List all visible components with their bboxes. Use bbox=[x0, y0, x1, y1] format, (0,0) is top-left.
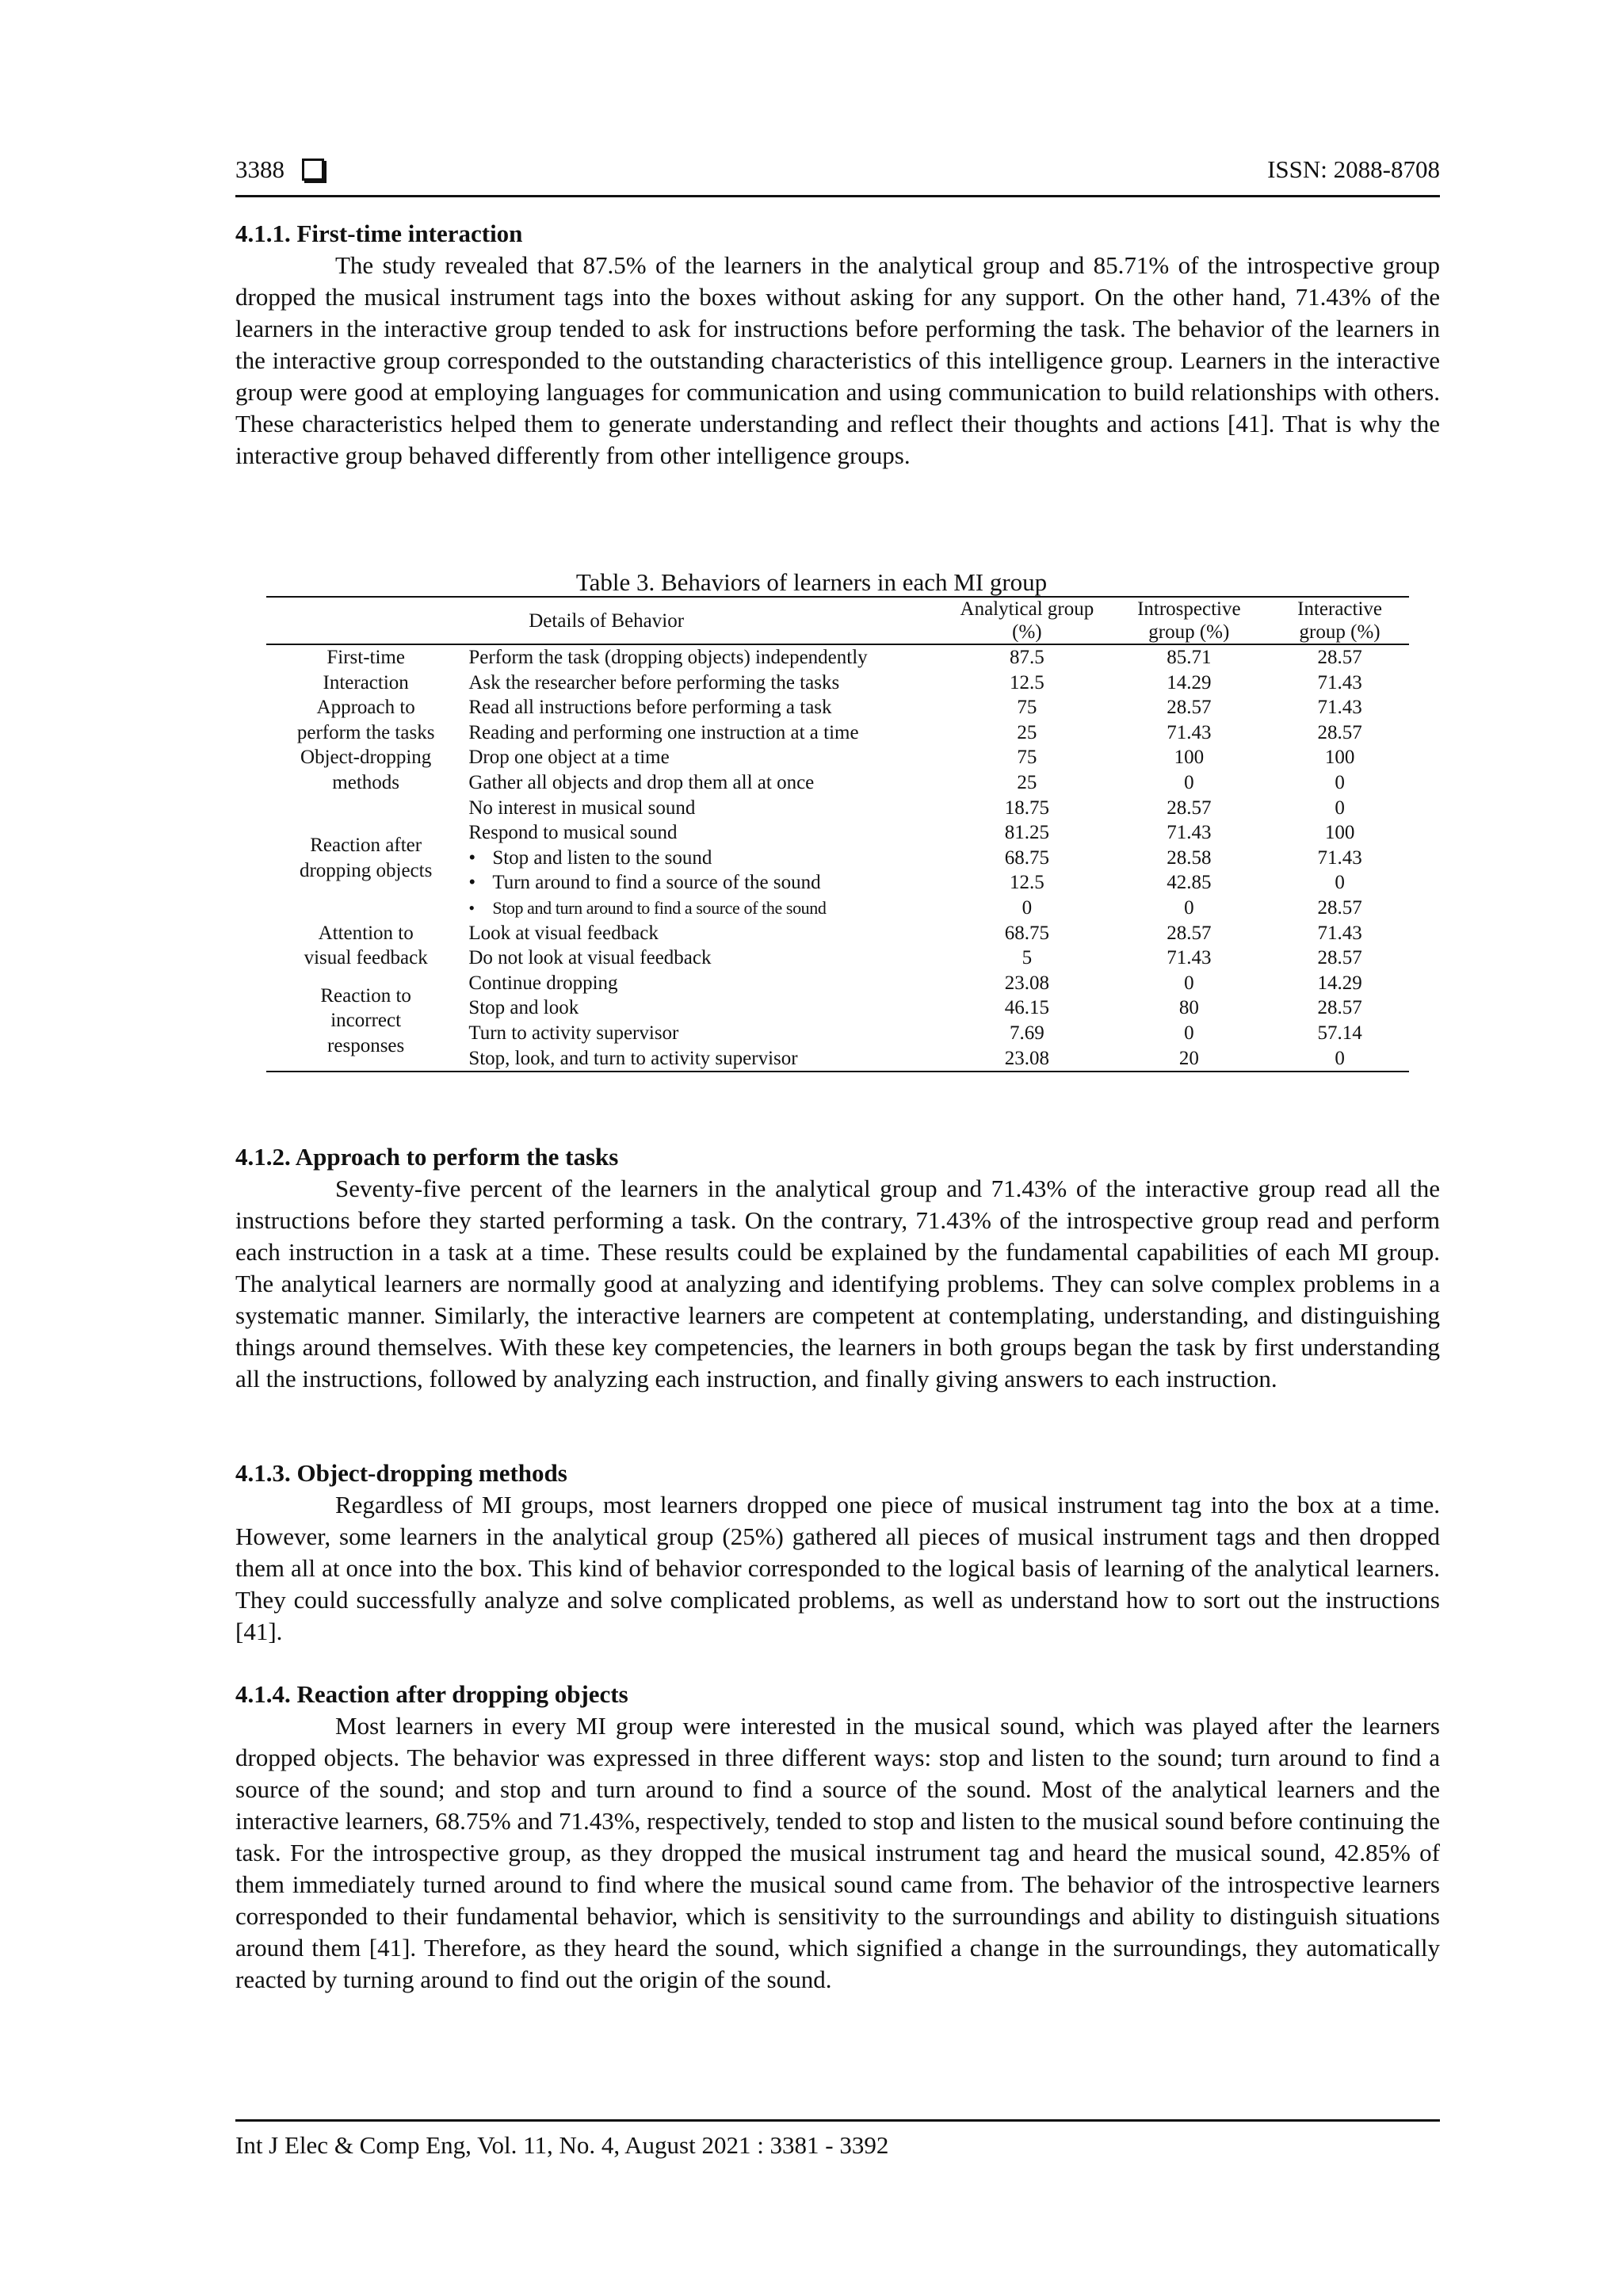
table-row bbox=[266, 796, 1409, 821]
header-interactive bbox=[1270, 597, 1409, 644]
page-footer bbox=[235, 2119, 1440, 2160]
analytical-cell: 25 bbox=[1017, 721, 1037, 743]
table-row bbox=[266, 670, 1409, 696]
analytical-cell: 68.75 bbox=[1004, 846, 1050, 869]
analytical-cell: 12.5 bbox=[1010, 671, 1044, 693]
introspective-cell: 42.85 bbox=[1167, 872, 1212, 894]
introspective-cell: 14.29 bbox=[1167, 671, 1212, 693]
table-row bbox=[266, 946, 1409, 971]
detail-cell: Drop one object at a time bbox=[468, 747, 670, 769]
detail-cell: Ask the researcher before performing the tasks bbox=[468, 671, 840, 693]
header-introspective bbox=[1107, 597, 1270, 644]
detail-cell: Turn to activity supervisor bbox=[468, 1022, 679, 1044]
group-label-reaction-after bbox=[266, 796, 465, 921]
interactive-cell: 71.43 bbox=[1317, 922, 1362, 944]
analytical-cell: 23.08 bbox=[1004, 1047, 1050, 1069]
introspective-cell: 28.57 bbox=[1167, 697, 1212, 719]
interactive-cell: 28.57 bbox=[1317, 647, 1362, 668]
introspective-cell: 20 bbox=[1178, 1047, 1199, 1069]
group-label: First-time bbox=[327, 647, 405, 668]
group-label: perform the tasks bbox=[296, 721, 435, 743]
detail-cell-bulleted: • Turn around to find a source of the sound bbox=[465, 870, 946, 896]
header-introspective-line1: Introspective bbox=[1137, 598, 1241, 620]
header-interactive-line2: group (%) bbox=[1299, 621, 1381, 643]
table-caption: Table 3. Behaviors of learners in each MI group bbox=[575, 568, 1048, 596]
detail-cell: No interest in musical sound bbox=[468, 797, 696, 819]
section-4-1-4 bbox=[235, 1679, 1440, 1996]
detail-cell: Perform the task (dropping objects) independently bbox=[468, 647, 868, 668]
table-row bbox=[266, 720, 1409, 746]
header-analytical-line1: Analytical group bbox=[960, 598, 1094, 620]
group-label: Object-dropping bbox=[300, 747, 432, 769]
detail-cell: Continue dropping bbox=[468, 972, 618, 994]
analytical-cell: 46.15 bbox=[1004, 997, 1050, 1019]
header-interactive-line1: Interactive bbox=[1297, 598, 1383, 620]
detail-cell: Reading and performing one instruction at a time bbox=[468, 721, 859, 743]
interactive-cell: 14.29 bbox=[1317, 972, 1362, 994]
interactive-cell: 0 bbox=[1335, 771, 1345, 793]
table-header-row bbox=[266, 597, 1409, 644]
detail-cell: Do not look at visual feedback bbox=[468, 947, 712, 969]
detail-cell-bulleted: • Stop and turn around to find a source of the sound bbox=[465, 896, 946, 921]
analytical-cell: 5 bbox=[1022, 947, 1033, 969]
introspective-cell: 0 bbox=[1184, 896, 1194, 919]
analytical-cell: 81.25 bbox=[1004, 822, 1050, 844]
interactive-cell: 71.43 bbox=[1317, 846, 1362, 869]
interactive-cell: 28.57 bbox=[1317, 947, 1362, 969]
detail-cell: Look at visual feedback bbox=[468, 922, 659, 944]
introspective-cell: 100 bbox=[1174, 747, 1205, 769]
section-title: 4.1.1. First-time interaction bbox=[235, 220, 523, 247]
header-details: Details of Behavior bbox=[529, 609, 685, 632]
detail-cell: Read all instructions before performing a task bbox=[468, 697, 832, 719]
behaviors-table bbox=[266, 596, 1409, 1072]
page-header bbox=[235, 155, 1440, 197]
interactive-cell: 28.57 bbox=[1317, 997, 1362, 1019]
interactive-cell: 71.43 bbox=[1317, 697, 1362, 719]
interactive-cell: 71.43 bbox=[1317, 671, 1362, 693]
section-4-1-1 bbox=[235, 218, 1440, 472]
section-paragraph: The study revealed that 87.5% of the learners in the analytical group and 85.71% of the introspective group dropped the musical instrument tags into the boxes without asking for any support. On the other hand, 71.43% of the learners in the interactive group tended to ask for instructions before performing the task. The behavior of the learners in the interactive group corresponded to the outstanding characteristics of this intelligence group. Learners in the interactive group were good at employing languages for communication and using communication to build relationships with others. These characteristics helped them to generate understanding and reflect their thoughts and actions [41]. That is why the interactive group behaved differently from other intelligence groups. bbox=[235, 251, 1440, 469]
table-row bbox=[266, 695, 1409, 720]
checkbox-square-icon bbox=[302, 159, 324, 181]
introspective-cell: 71.43 bbox=[1167, 947, 1212, 969]
analytical-cell: 0 bbox=[1022, 896, 1033, 919]
group-label-line2: incorrect bbox=[330, 1010, 402, 1032]
table-row bbox=[266, 644, 1409, 670]
interactive-cell: 57.14 bbox=[1317, 1022, 1362, 1044]
interactive-cell: 0 bbox=[1335, 1047, 1345, 1069]
introspective-cell: 0 bbox=[1184, 771, 1194, 793]
section-paragraph: Regardless of MI groups, most learners dropped one piece of musical instrument tag into the box at a time. However, some learners in the analytical group (25%) gathered all pieces of musical instrument tags and then dropped them all at once into the box. This kind of behavior corresponded to the logical basis of learning of the analytical learners. They could successfully analyze and solve complicated problems, as well as understand how to sort out the instructions [41]. bbox=[235, 1491, 1440, 1645]
analytical-cell: 25 bbox=[1017, 771, 1037, 793]
section-4-1-3 bbox=[235, 1457, 1440, 1648]
table-row bbox=[266, 921, 1409, 946]
group-label-line2: dropping objects bbox=[299, 859, 433, 881]
group-label-line1: Reaction after bbox=[310, 834, 422, 856]
interactive-cell: 0 bbox=[1335, 872, 1345, 894]
analytical-cell: 68.75 bbox=[1004, 922, 1050, 944]
introspective-cell: 0 bbox=[1184, 1022, 1194, 1044]
analytical-cell: 23.08 bbox=[1004, 972, 1050, 994]
group-label-line1: Reaction to bbox=[320, 984, 411, 1007]
detail-cell: Stop, look, and turn to activity supervisor bbox=[468, 1047, 798, 1069]
journal-citation: Int J Elec & Comp Eng, Vol. 11, No. 4, August 2021 : 3381 - 3392 bbox=[235, 2131, 889, 2159]
detail-cell: Respond to musical sound bbox=[468, 822, 678, 844]
section-paragraph: Seventy-five percent of the learners in the analytical group and 71.43% of the interactive group read all the instructions before they started performing a task. On the contrary, 71.43% of the introspective group read and perform each instruction in a task at a time. These results could be explained by the fundamental capabilities of each MI group. The analytical learners are normally good at analyzing and identifying problems. They can solve complex problems in a systematic manner. Similarly, the interactive learners are competent at contemplating, understanding, and distinguishing things around themselves. With these key competencies, the learners in both groups began the task by first understanding all the instructions, followed by analyzing each instruction, and finally giving answers to each instruction. bbox=[235, 1175, 1440, 1392]
detail-cell: Stop and look bbox=[468, 997, 579, 1019]
issn-label: ISSN: 2088-8708 bbox=[1267, 155, 1440, 183]
table-row bbox=[266, 971, 1409, 996]
section-title: 4.1.2. Approach to perform the tasks bbox=[235, 1143, 619, 1171]
interactive-cell: 100 bbox=[1324, 822, 1355, 844]
group-label: Interaction bbox=[323, 671, 409, 693]
detail-cell: Gather all objects and drop them all at once bbox=[468, 771, 815, 793]
introspective-cell: 85.71 bbox=[1167, 647, 1212, 668]
analytical-cell: 18.75 bbox=[1004, 797, 1050, 819]
group-label-line3: responses bbox=[327, 1034, 405, 1056]
section-paragraph: Most learners in every MI group were interested in the musical sound, which was played after the learners dropped objects. The behavior was expressed in three different ways: stop and listen to the sound; turn around to find a source of the sound; and stop and turn around to find a source of the sound. Most of the analytical learners and the interactive learners, 68.75% and 71.43%, respectively, tended to stop and listen to the musical sound before continuing the task. For the introspective group, as they dropped the musical instrument tag and heard the musical sound, 42.85% of them immediately turned around to find where the musical sound came from. The behavior of the introspective learners corresponded to their fundamental behavior, which is sensitivity to the surroundings and ability to distinguish situations around them [41]. Therefore, as they heard the sound, which signified a change in the surroundings, they automatically reacted by turning around to find out the origin of the sound. bbox=[235, 1712, 1441, 1993]
introspective-cell: 28.57 bbox=[1167, 922, 1212, 944]
analytical-cell: 12.5 bbox=[1010, 872, 1044, 894]
table-row bbox=[266, 770, 1409, 796]
analytical-cell: 75 bbox=[1017, 697, 1037, 719]
header-introspective-line2: group (%) bbox=[1148, 621, 1230, 643]
section-title: 4.1.3. Object-dropping methods bbox=[235, 1459, 567, 1487]
introspective-cell: 28.57 bbox=[1167, 797, 1212, 819]
detail-cell-bulleted: • Stop and listen to the sound bbox=[465, 846, 946, 871]
header-left bbox=[235, 155, 324, 184]
group-label: methods bbox=[332, 771, 400, 793]
introspective-cell: 71.43 bbox=[1167, 721, 1212, 743]
group-label: Attention to bbox=[318, 922, 414, 944]
group-label-reaction-incorrect bbox=[266, 971, 465, 1072]
group-label: visual feedback bbox=[304, 947, 428, 969]
interactive-cell: 28.57 bbox=[1317, 896, 1362, 919]
interactive-cell: 28.57 bbox=[1317, 721, 1362, 743]
analytical-cell: 7.69 bbox=[1010, 1022, 1044, 1044]
section-4-1-2 bbox=[235, 1141, 1440, 1395]
header-analytical-line2: (%) bbox=[1012, 621, 1042, 643]
table-row bbox=[266, 745, 1409, 770]
introspective-cell: 0 bbox=[1184, 972, 1194, 994]
group-label: Approach to bbox=[316, 697, 415, 719]
analytical-cell: 75 bbox=[1017, 747, 1037, 769]
analytical-cell: 87.5 bbox=[1010, 647, 1044, 668]
header-analytical bbox=[946, 597, 1107, 644]
introspective-cell: 71.43 bbox=[1167, 822, 1212, 844]
introspective-cell: 80 bbox=[1178, 997, 1199, 1019]
section-title: 4.1.4. Reaction after dropping objects bbox=[235, 1680, 628, 1708]
interactive-cell: 0 bbox=[1335, 797, 1345, 819]
interactive-cell: 100 bbox=[1324, 747, 1355, 769]
page-number: 3388 bbox=[235, 155, 285, 183]
introspective-cell: 28.58 bbox=[1167, 846, 1212, 869]
